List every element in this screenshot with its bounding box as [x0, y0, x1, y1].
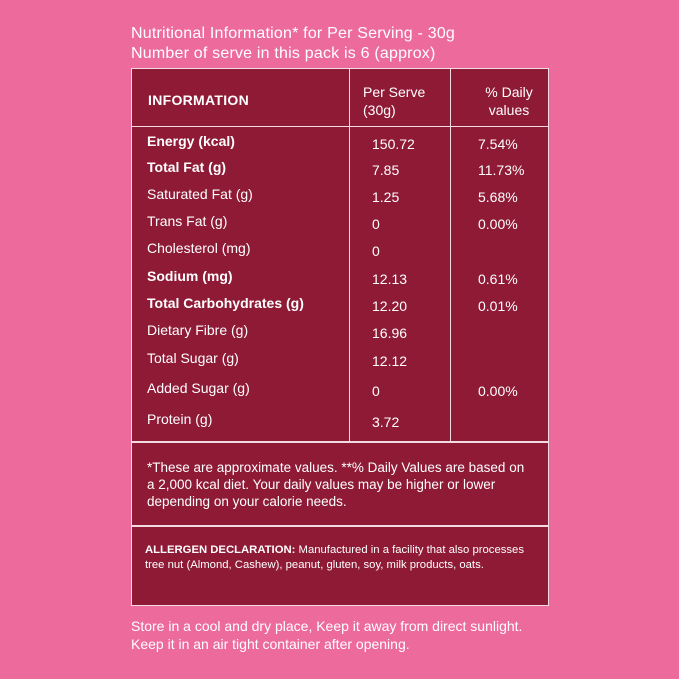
nutrient-name: Energy (kcal) — [147, 133, 235, 149]
per-serve-value: 7.85 — [372, 162, 400, 178]
note-text: *These are approximate values. **% Daily Values are based on a 2,000 kcal diet. Your daily values may be higher or lower depending on your calorie needs. — [147, 460, 525, 509]
table-row — [132, 267, 550, 289]
daily-value: 0.61% — [478, 271, 518, 287]
allergen-declaration — [131, 526, 549, 606]
table-row — [132, 185, 550, 207]
header-daily-values: % Daily values — [485, 84, 533, 118]
table-row — [132, 132, 550, 154]
per-serve-value: 150.72 — [372, 136, 415, 152]
table-row — [132, 294, 550, 316]
table-row — [132, 379, 550, 401]
table-row — [132, 349, 550, 371]
storage-instructions: Store in a cool and dry place, Keep it away from direct sunlight. Keep it in an air tight container after opening. — [131, 618, 523, 652]
table-row — [132, 158, 550, 180]
nutrient-name: Sodium (mg) — [147, 268, 233, 284]
nutrient-name: Protein (g) — [147, 411, 213, 427]
header-divider — [132, 126, 548, 127]
per-serve-value: 0 — [372, 243, 380, 259]
header-information: INFORMATION — [148, 92, 250, 108]
nutrient-name: Cholesterol (mg) — [147, 240, 251, 256]
table-row — [132, 410, 550, 432]
daily-value: 0.00% — [478, 383, 518, 399]
nutrient-name: Total Fat (g) — [147, 159, 227, 175]
per-serve-value: 0 — [372, 383, 380, 399]
table-row — [132, 212, 550, 234]
per-serve-value: 12.13 — [372, 271, 408, 287]
nutrient-name: Dietary Fibre (g) — [147, 322, 249, 338]
nutrition-table — [131, 68, 549, 442]
per-serve-value: 0 — [372, 216, 380, 232]
nutrient-name: Total Sugar (g) — [147, 350, 239, 366]
table-row — [132, 321, 550, 343]
serve-count: Number of serve in this pack is 6 (approx) — [131, 45, 436, 62]
per-serve-value: 12.12 — [372, 353, 408, 369]
header-per-serve: Per Serve (30g) — [363, 84, 426, 118]
daily-value: 7.54% — [478, 136, 518, 152]
allergen-label: ALLERGEN DECLARATION: — [145, 544, 296, 556]
daily-value: 0.01% — [478, 298, 518, 314]
table-row — [132, 239, 550, 261]
nutrient-name: Trans Fat (g) — [147, 213, 228, 229]
allergen-body: Manufactured in a facility that also processes tree nut (Almond, Cashew), peanut, gluten, soy, milk products, oats. — [145, 544, 524, 571]
daily-value: 5.68% — [478, 189, 518, 205]
nutrient-name: Saturated Fat (g) — [147, 186, 253, 202]
daily-value: 0.00% — [478, 216, 518, 232]
allergen-text — [145, 543, 538, 572]
daily-values-note — [131, 442, 549, 526]
daily-value: 11.73% — [478, 162, 525, 178]
nutrition-heading — [131, 24, 455, 64]
nutrient-name: Added Sugar (g) — [147, 380, 250, 396]
serving-title: Nutritional Information* for Per Serving - 30g — [131, 25, 456, 42]
nutrient-name: Total Carbohydrates (g) — [147, 295, 304, 311]
per-serve-value: 16.96 — [372, 325, 408, 341]
per-serve-value: 12.20 — [372, 298, 408, 314]
per-serve-value: 3.72 — [372, 414, 400, 430]
per-serve-value: 1.25 — [372, 189, 400, 205]
